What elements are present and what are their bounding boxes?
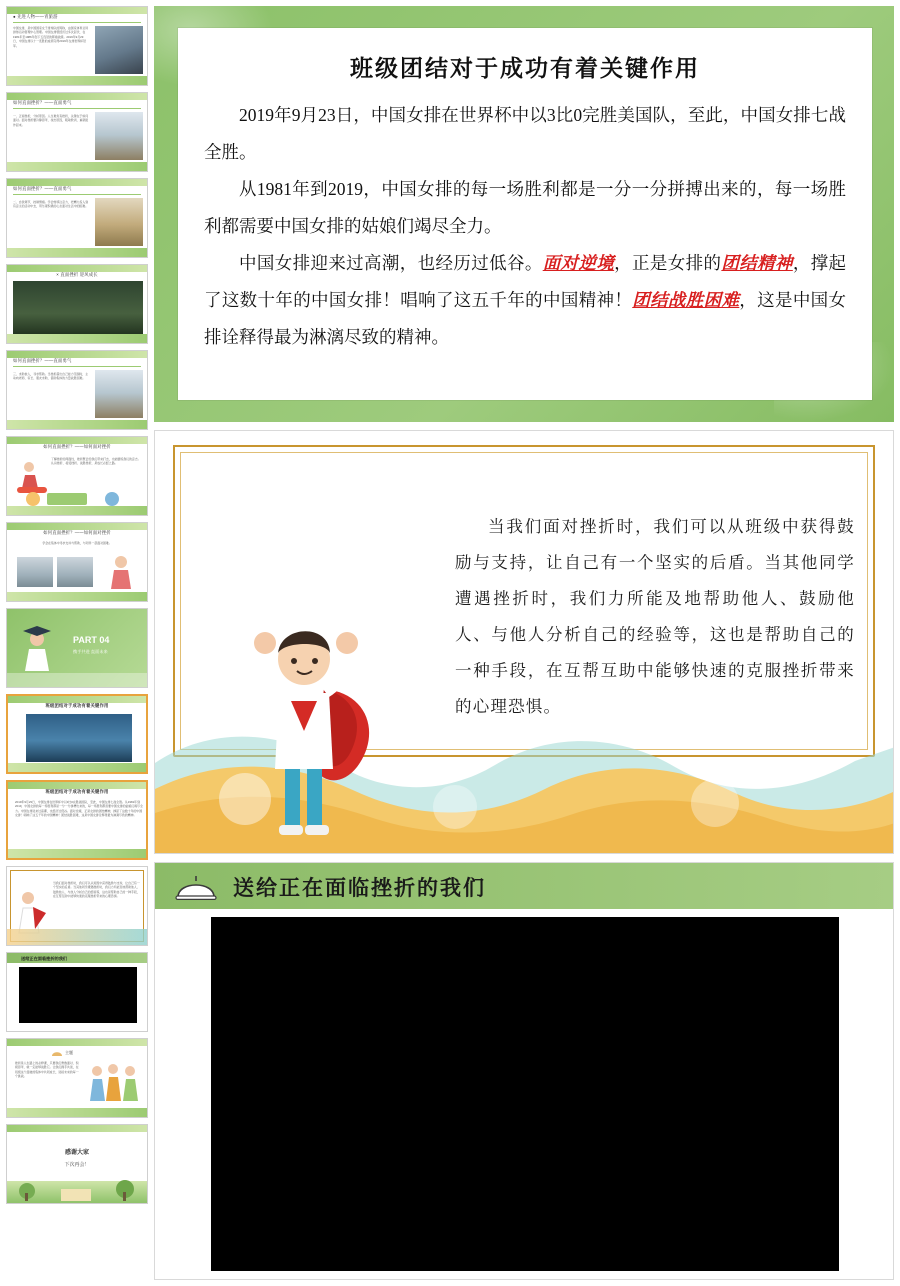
bell-icon — [175, 871, 217, 901]
thumb-top-bar — [7, 265, 147, 272]
thumb-part-subtitle: 携手共进 直面未来 — [73, 649, 108, 654]
slide-thumbnail[interactable] — [6, 6, 148, 86]
thumb-bottom-bar — [7, 673, 147, 687]
p3-text-2: ，正是女排的 — [614, 253, 722, 273]
thumb-bottom-bar — [7, 334, 147, 343]
slide-thumbnail[interactable] — [6, 92, 148, 172]
slide-volleyball-text[interactable] — [154, 6, 894, 422]
thumb-title: 送给正在面临挫折的我们 — [21, 955, 68, 961]
thumb-photo — [95, 112, 143, 160]
thumb-bottom-bar — [7, 420, 147, 429]
thumb-photo — [95, 370, 143, 418]
thumb-top-bar — [7, 1125, 147, 1132]
thumb-bottom-bar — [8, 849, 146, 858]
slide-thumbnail[interactable] — [6, 350, 148, 430]
thumb-title: 如何直面挫折？——直面勇气 — [13, 358, 72, 363]
thumb-body-text: 了解挫折的两面性，挫折既会给我们带来打击，也能磨练我们的意志。认识挫折、接受挫折、战胜挫折，是成长必经之路。 — [51, 457, 141, 466]
thumb-thanks-title: 感谢大家 — [64, 1150, 89, 1156]
thumb-top-bar — [7, 351, 147, 358]
thumb-part-label: PART 04 — [73, 635, 110, 645]
thumb-top-bar — [7, 179, 147, 186]
thumb-title: 主题 — [65, 1050, 73, 1055]
thumb-divider — [13, 108, 141, 109]
slide-class-support[interactable] — [154, 430, 894, 854]
frame-corner-tr — [847, 445, 875, 473]
highlight-unity-overcomes: 团结战胜困难 — [632, 290, 740, 310]
thumb-bottom-bar — [7, 76, 147, 85]
thumb-body-text: 学会在集体中寻求支持与帮助，与同伴一起面对困难。 — [42, 541, 112, 545]
thumb-title: 如何直面挫折？——直面勇气 — [13, 100, 72, 105]
paragraph-3 — [204, 245, 846, 356]
slide-title: 送给正在面临挫折的我们 — [233, 876, 486, 900]
thumb-thanks-subtitle: 下次再会！ — [64, 1162, 90, 1168]
thumb-body-text: 三、求助他人，寻求帮助。当挫折超出自己能力范围时，主动向老师、家长、朋友求助，借助集体的力量战胜困难。 — [13, 372, 89, 381]
slide-video[interactable] — [154, 862, 894, 1280]
slide-thumbnail-selected[interactable] — [6, 694, 148, 774]
thumb-photo — [95, 26, 143, 74]
thumb-bottom-bar — [8, 763, 146, 772]
slide-thumbnail[interactable] — [6, 952, 148, 1032]
thumb-photo — [26, 714, 132, 762]
thumb-body-text: 挫折是人生路上的必修课，只要我们勇敢面对、积极思考，就一定能够战胜它。让我们携手共进，在班级这个温暖的集体中共同成长，迎接未来的每一个挑战。 — [15, 1061, 79, 1079]
thumb-top-bar — [8, 782, 146, 789]
thumb-title: 班级团结对于成功有着关键作用 — [45, 789, 109, 794]
thumb-title: ● 先进人物——青旅游 — [13, 14, 58, 19]
thumb-person-icon — [101, 553, 141, 591]
thumb-people-icon — [87, 1063, 143, 1105]
slide-thumbnail[interactable] — [6, 608, 148, 688]
slide-thumbnail[interactable] — [6, 1124, 148, 1204]
thumb-body-text: 二、自我调节，控制情绪。学会转移注意力，把精力投入到有意义的活动中去，用乐观积极的心态面对生活中的困难。 — [13, 200, 89, 209]
p3-text-4: ，这是中国女排诠释得最为淋漓尽致的精神。 — [204, 290, 847, 347]
thumb-title: 班级团结对于成功有着关键作用 — [45, 703, 109, 708]
thumb-body-text: 2019年9月23日，中国女排在世界杯中以3比0完胜美国队，至此，中国女排七战全胜。从1981年到2019，中国女排的每一场胜利都是一分一分拼搏出来的，每一场胜利都需要中国女排的姑娘们竭尽全力。中国女排迎来过高潮，也经历过低谷。面对逆境，正是女排的团结精神，撑起了这数十年的中国女排！唱响了这五千年的中国精神！团结战胜困难，这是中国女排诠释得最为淋漓尽致的精神。 — [15, 800, 143, 818]
slide-thumbnail[interactable] — [6, 866, 148, 946]
thumb-bottom-bar — [7, 162, 147, 171]
thumb-title: 如何直面挫折？——如何面对挫折 — [43, 530, 111, 535]
slide-body — [204, 97, 846, 356]
thumb-title: 如何直面挫折？——如何面对挫折 — [43, 444, 111, 449]
thumb-body-text: 当我们面对挫折时，我们可以从班级中获得鼓励与支持，让自己有一个坚实的后盾。当其他同学遭遇挫折时，我们力所能及地帮助他人、鼓励他人、与他人分析自己的经验等，这也是帮助自己的一种手段，在互帮互助中能够快速的克服挫折带来的心理恐惧。 — [53, 881, 140, 899]
thumb-bottom-bar — [7, 248, 147, 257]
slide-content-card — [178, 28, 872, 400]
thumb-wave-decor — [7, 929, 147, 945]
p3-text-3: ，撑起了这数十年的中国女排！唱响了这五千年的中国精神！ — [204, 253, 847, 310]
thumb-top-bar — [7, 1039, 147, 1046]
slide-thumbnail[interactable] — [6, 1038, 148, 1118]
slide-title: 班级团结对于成功有着关键作用 — [350, 56, 700, 81]
slide-thumbnail[interactable] — [6, 178, 148, 258]
thumb-bell-icon — [51, 1048, 63, 1058]
thumb-photo — [57, 557, 93, 587]
thumb-photo — [95, 198, 143, 246]
thumb-divider — [13, 366, 141, 367]
thumb-body-text: 一、正视挫折，分析原因。人生难免有挫折，关键在于如何面对。面对挫折要冷静思考，找出原因，吸取教训，重新振作起来。 — [13, 114, 89, 127]
thumb-divider — [13, 194, 141, 195]
slide-body: 当我们面对挫折时，我们可以从班级中获得鼓励与支持，让自己有一个坚实的后盾。当其他同学遭遇挫折时，我们力所能及地帮助他人、鼓励他人、与他人分析自己的经验等，这也是帮助自己的一种手段，在互帮互助中能够快速的克服挫折带来的心理恐惧。 — [455, 517, 855, 716]
thumb-divider — [13, 22, 141, 23]
thumb-top-bar — [7, 93, 147, 100]
frame-corner-tl — [173, 445, 201, 473]
thumb-bottom-bar — [7, 506, 147, 515]
slide-thumbnail[interactable] — [6, 436, 148, 516]
video-player[interactable] — [211, 917, 839, 1271]
slide-preview-column — [154, 6, 894, 1280]
slide-thumbnail[interactable] — [6, 264, 148, 344]
thumb-bottom-bar — [7, 592, 147, 601]
thumb-bottom-bar — [7, 1108, 147, 1117]
thumb-top-bar — [8, 696, 146, 703]
thumb-graduate-icon — [13, 623, 61, 675]
thumb-title: 如何直面挫折？——直面勇气 — [13, 186, 72, 191]
thumb-top-bar — [7, 437, 147, 444]
cheering-person-illustration — [229, 597, 389, 847]
slide-thumbnail[interactable] — [6, 522, 148, 602]
thumb-photo — [17, 557, 53, 587]
thumb-title: × 直面挫折 迎风成长 — [56, 272, 98, 277]
thumb-body-text: 中国女排，是中国国家女子排球队的简称，由国家体育总局排球运动管理中心管理。中国女排曾经历过多次起伏，在1981年至1986年创下五连冠的辉煌战绩。2019年9月29日，中国女排以十一连胜的成绩夺得2019年女排世界杯冠军。 — [13, 26, 89, 48]
thumb-top-bar — [7, 7, 147, 14]
paragraph-1: 2019年9月23日，中国女排在世界杯中以3比0完胜美国队，至此，中国女排七战全胜。 — [204, 105, 846, 162]
thumb-top-bar — [7, 523, 147, 530]
slide-header-bar — [155, 863, 894, 909]
slide-thumbnail-selected[interactable] — [6, 780, 148, 860]
thumb-photo — [13, 281, 143, 335]
p3-text-1: 中国女排迎来过高潮，也经历过低谷。 — [239, 253, 543, 273]
slide-thumbnail-rail[interactable] — [6, 6, 148, 1280]
thumb-video-area — [19, 967, 137, 1023]
thumb-scenery-icon — [13, 1179, 143, 1201]
highlight-facing-adversity: 面对逆境 — [542, 253, 615, 273]
highlight-unity-spirit: 团结精神 — [721, 253, 793, 273]
paragraph-2: 从1981年到2019，中国女排的每一场胜利都是一分一分拼搏出来的，每一场胜利都需要中国女排的姑娘们竭尽全力。 — [204, 179, 846, 236]
